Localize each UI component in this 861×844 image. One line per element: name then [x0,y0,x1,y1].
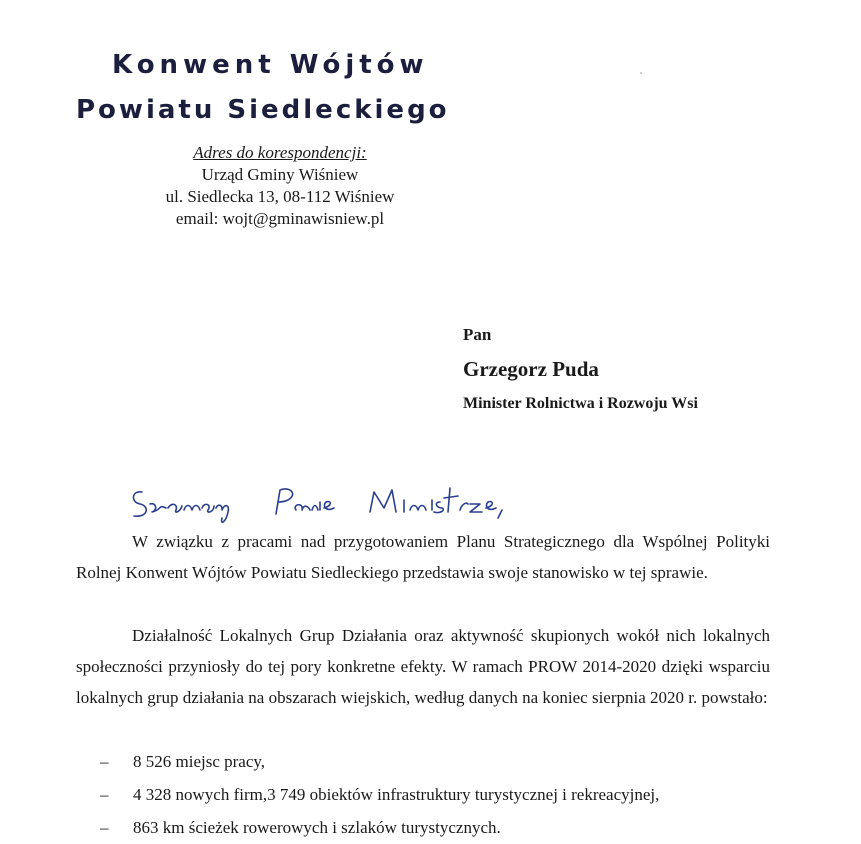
list-item [100,811,780,844]
list-bullet: – [100,752,109,771]
address-email: email: wojt@gminawisniew.pl [175,209,385,228]
handwritten-greeting-signature [128,480,508,528]
body-paragraph-2: Działalność Lokalnych Grup Działania oraz aktywność skupionych wokół nich lokalnych społeczności przyniosły do tej pory konkretne efekty. W ramach PROW 2014-2020 dzięki wsparciu lokalnych grup działania na obszarach wiejskich, według danych na koniec sierpnia 2020 r. powstało: [76,626,770,707]
list-bullet: – [100,785,109,804]
scan-speck [640,72,642,74]
recipient-name: Grzegorz Puda [463,357,599,381]
list-item-text: 4 328 nowych firm,3 749 obiektów infrastruktury turystycznej i rekreacyjnej, [133,785,660,804]
org-name-line-1: Konwent Wójtów [112,50,429,80]
body-paragraph-1: W związku z pracami nad przygotowaniem Planu Strategicznego dla Wspólnej Polityki Rolnej Konwent Wójtów Powiatu Siedleckiego przedstawia swoje stanowisko w tej sprawie. [76,532,770,582]
list-item-text: 8 526 miejsc pracy, [133,752,266,771]
list-item-text: 863 km ścieżek rowerowych i szlaków turystycznych. [133,818,501,837]
list-bullet: – [100,818,109,837]
recipient-salutation: Pan [463,325,492,344]
org-name-line-2: Powiatu Siedleckiego [76,95,450,125]
correspondence-address [120,142,440,230]
list-item [100,745,780,778]
results-list [100,745,780,844]
address-line-1: Urząd Gminy Wiśniew [201,165,359,184]
list-item [100,778,780,811]
recipient-title: Minister Rolnictwa i Rozwoju Wsi [463,395,698,412]
address-line-2: ul. Siedlecka 13, 08-112 Wiśniew [165,187,395,206]
address-heading: Adres do korespondencji: [193,143,367,162]
